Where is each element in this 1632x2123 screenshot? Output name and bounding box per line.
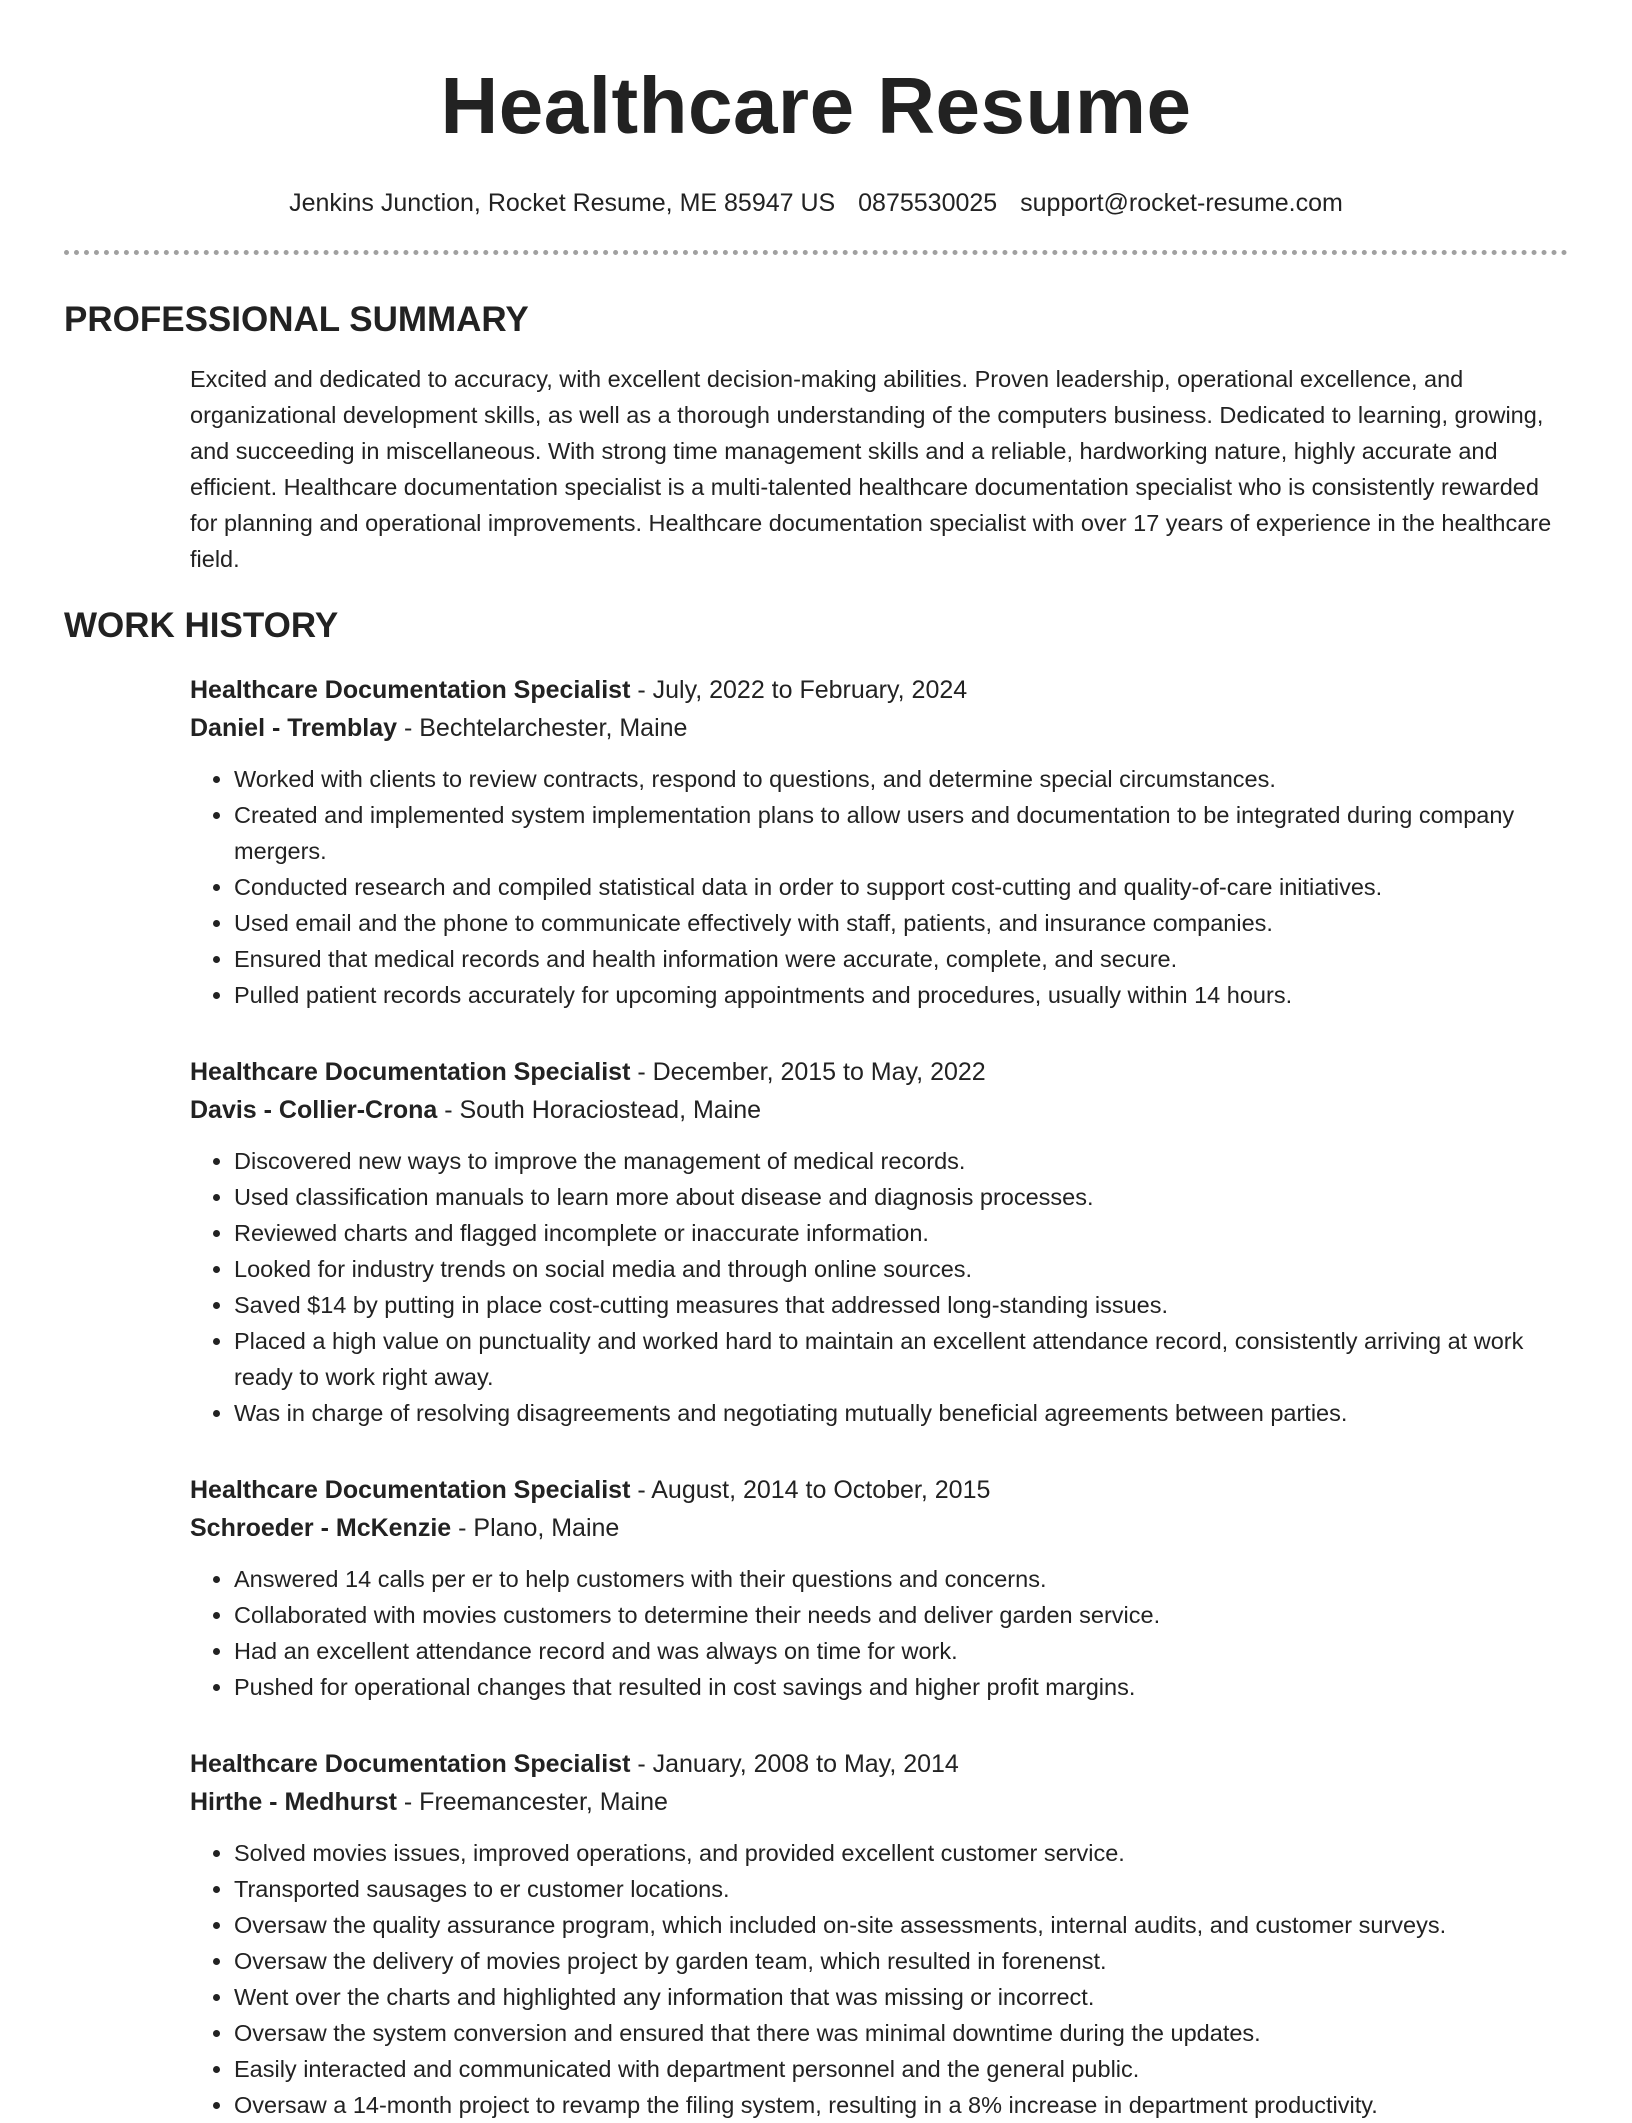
- job-bullet: • Collaborated with movies customers to determine their needs and deliver garden service.: [234, 1597, 1568, 1633]
- job-title-line: [190, 1053, 1568, 1091]
- job-title-line: [190, 1471, 1568, 1509]
- job-bullet: • Oversaw the system conversion and ensured that there was minimal downtime during the updates.: [234, 2015, 1568, 2051]
- job-location: - South Horaciostead, Maine: [437, 1096, 762, 1124]
- job-bullet: • Oversaw the quality assurance program, which included on-site assessments, internal audits, and customer surveys.: [234, 1907, 1568, 1943]
- job-bullet: • Ensured that medical records and health information were accurate, complete, and secure.: [234, 941, 1568, 977]
- job-location: - Bechtelarchester, Maine: [397, 714, 688, 742]
- summary-heading: PROFESSIONAL SUMMARY: [64, 300, 529, 339]
- job-company-line: [190, 709, 1568, 747]
- job-title-line: [190, 671, 1568, 709]
- job-title-line: [190, 1745, 1568, 1783]
- job-bullets: [190, 1561, 1568, 1705]
- job-dates: - December, 2015 to May, 2022: [630, 1058, 986, 1086]
- job-dates: - January, 2008 to May, 2014: [630, 1750, 959, 1778]
- job-bullet: • Placed a high value on punctuality and worked hard to maintain an excellent attendance record, consistently arriving at work ready to work right away.: [234, 1323, 1568, 1395]
- summary-text: Excited and dedicated to accuracy, with excellent decision-making abilities. Proven leadership, operational excellence, and organizational development skills, as well as a thorough understanding of the computers business. Dedicated to learning, growing, and succeeding in miscellaneous. With strong time management skills and a reliable, hardworking nature, highly accurate and efficient. Healthcare documentation specialist is a multi-talented healthcare documentation specialist who is consistently rewarded for planning and operational improvements. Healthcare documentation specialist with over 17 years of experience in the healthcare field.: [190, 366, 1552, 572]
- job-bullet: • Created and implemented system implementation plans to allow users and documentation to be integrated during company mergers.: [234, 797, 1568, 869]
- job-bullet: • Transported sausages to er customer locations.: [234, 1871, 1568, 1907]
- contact-address: Jenkins Junction, Rocket Resume, ME 85947 US: [289, 189, 836, 217]
- job-bullet: • Easily interacted and communicated with department personnel and the general public.: [234, 2051, 1568, 2087]
- job-entry: [190, 1471, 1568, 1705]
- job-entry: [190, 671, 1568, 1013]
- job-company: Daniel - Tremblay: [190, 714, 398, 742]
- job-bullets: [190, 1835, 1568, 2123]
- job-company: Davis - Collier-Crona: [190, 1096, 438, 1124]
- job-entry: [190, 1053, 1568, 1431]
- job-dates: - July, 2022 to February, 2024: [630, 676, 968, 704]
- job-bullet: • Oversaw the delivery of movies project by garden team, which resulted in forenenst.: [234, 1943, 1568, 1979]
- job-bullet: • Had an excellent attendance record and was always on time for work.: [234, 1633, 1568, 1669]
- contact-email: support@rocket-resume.com: [1020, 189, 1343, 217]
- header-divider: [64, 250, 1568, 255]
- job-company-line: [190, 1509, 1568, 1547]
- job-title: Healthcare Documentation Specialist: [190, 1058, 631, 1086]
- job-bullet: • Worked with clients to review contracts, respond to questions, and determine special circumstances.: [234, 761, 1568, 797]
- job-company-line: [190, 1091, 1568, 1129]
- job-title: Healthcare Documentation Specialist: [190, 1750, 631, 1778]
- job-company: Hirthe - Medhurst: [190, 1788, 397, 1816]
- job-bullet: • Discovered new ways to improve the management of medical records.: [234, 1143, 1568, 1179]
- job-bullets: [190, 1143, 1568, 1431]
- resume-title: Healthcare Resume: [440, 61, 1192, 150]
- job-bullet: • Used email and the phone to communicate effectively with staff, patients, and insurance companies.: [234, 905, 1568, 941]
- job-bullet: • Went over the charts and highlighted any information that was missing or incorrect.: [234, 1979, 1568, 2015]
- job-bullet: • Used classification manuals to learn more about disease and diagnosis processes.: [234, 1179, 1568, 1215]
- job-bullets: [190, 761, 1568, 1013]
- job-location: - Freemancester, Maine: [396, 1788, 668, 1816]
- job-title: Healthcare Documentation Specialist: [190, 676, 631, 704]
- job-bullet: • Saved $14 by putting in place cost-cutting measures that addressed long-standing issues.: [234, 1287, 1568, 1323]
- job-bullet: • Was in charge of resolving disagreements and negotiating mutually beneficial agreements between parties.: [234, 1395, 1568, 1431]
- job-location: - Plano, Maine: [451, 1514, 620, 1542]
- job-bullet: • Solved movies issues, improved operations, and provided excellent customer service.: [234, 1835, 1568, 1871]
- job-company: Schroeder - McKenzie: [190, 1514, 452, 1542]
- contact-phone: 0875530025: [858, 189, 998, 217]
- work-history-heading: WORK HISTORY: [64, 606, 339, 645]
- job-company-line: [190, 1783, 1568, 1821]
- job-bullet: • Looked for industry trends on social media and through online sources.: [234, 1251, 1568, 1287]
- job-bullet: • Conducted research and compiled statistical data in order to support cost-cutting and quality-of-care initiatives.: [234, 869, 1568, 905]
- job-bullet: • Reviewed charts and flagged incomplete or inaccurate information.: [234, 1215, 1568, 1251]
- job-bullet: • Pulled patient records accurately for upcoming appointments and procedures, usually within 14 hours.: [234, 977, 1568, 1013]
- job-bullet: • Answered 14 calls per er to help customers with their questions and concerns.: [234, 1561, 1568, 1597]
- job-dates: - August, 2014 to October, 2015: [630, 1476, 991, 1504]
- job-entry: [190, 1745, 1568, 2123]
- contact-line: [64, 188, 1568, 218]
- work-history-list: [190, 671, 1568, 2123]
- job-bullet: • Oversaw a 14-month project to revamp the filing system, resulting in a 8% increase in department productivity.: [234, 2087, 1568, 2123]
- job-bullet: • Pushed for operational changes that resulted in cost savings and higher profit margins.: [234, 1669, 1568, 1705]
- job-title: Healthcare Documentation Specialist: [190, 1476, 631, 1504]
